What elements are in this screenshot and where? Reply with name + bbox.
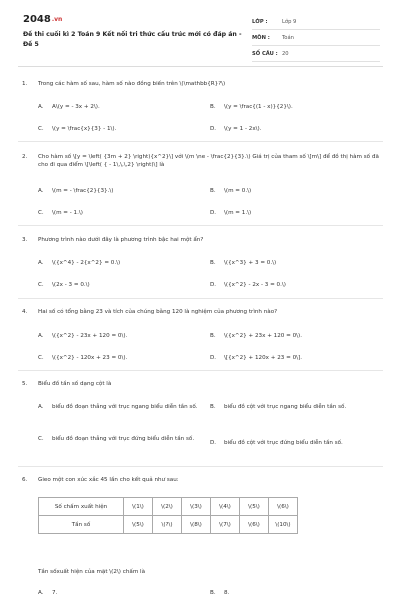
option-b[interactable] [210, 332, 380, 340]
option-text: \({x^2} - 23x + 120 = 0\). [52, 333, 128, 339]
question-number: 5. [22, 381, 28, 387]
option-letter: B. [210, 188, 216, 194]
option-c[interactable] [38, 209, 208, 217]
option-letter: D. [210, 440, 217, 446]
option-text: \(y = \frac{(1 - x)}{2}\). [224, 104, 293, 110]
option-text: biểu đồ cột với trục ngang biểu diễn tần số. [224, 404, 347, 410]
table-cell: \(5\) [124, 516, 153, 534]
question-1 [22, 80, 384, 88]
exam-header [0, 0, 400, 60]
option-text: \(m = 1.\) [224, 210, 252, 216]
option-text: \(m = 0.\) [224, 188, 252, 194]
option-text: \({x^2} - 120x + 23 = 0\). [52, 355, 128, 361]
table-row [39, 498, 298, 516]
option-text: \({x^2} + 23x + 120 = 0\). [224, 333, 302, 339]
option-d[interactable] [210, 281, 380, 289]
question-4 [22, 308, 384, 316]
question-5 [22, 380, 384, 388]
question-text: Phương trình nào dưới đây là phương trình bậc hai một ẩn? [38, 237, 204, 243]
option-d[interactable] [210, 439, 382, 447]
option-c[interactable] [38, 435, 198, 443]
option-letter: D. [210, 126, 217, 132]
question-divider [18, 141, 383, 142]
option-letter: B. [210, 333, 216, 339]
option-text: biểu đồ cột với trục đứng biểu diễn tần số. [224, 440, 343, 446]
meta-subject-value: Toán [282, 34, 294, 41]
question-text: Tần sốxuất hiện của mặt \(2\) chấm là [38, 569, 146, 575]
question-text: Hai số có tổng bằng 23 và tích của chúng bằng 120 là nghiệm của phương trình nào? [38, 309, 278, 315]
frequency-table [38, 497, 298, 534]
question-text: Biểu đồ tần số dạng cột là [38, 381, 112, 387]
table-header-cell: Số chấm xuất hiện [39, 498, 124, 516]
option-b[interactable] [210, 403, 370, 411]
meta-count-row [252, 46, 380, 62]
meta-subject-label: MÔN : [252, 34, 270, 41]
meta-count-value: 20 [282, 50, 289, 57]
option-letter: A. [38, 590, 44, 596]
option-text: \(2x - 3 = 0.\) [52, 282, 90, 288]
option-c[interactable] [38, 125, 208, 133]
option-letter: C. [38, 282, 44, 288]
question-divider [18, 466, 383, 467]
option-text: \(y = \frac{x}{3} - 1\). [52, 126, 117, 132]
meta-class-value: Lớp 9 [282, 18, 297, 25]
meta-class-row [252, 14, 380, 30]
option-letter: A. [38, 404, 44, 410]
option-text: \[{x^2} + 120x + 23 = 0\]. [224, 355, 302, 361]
question-6-followup [22, 568, 384, 576]
option-a[interactable] [38, 403, 198, 411]
option-c[interactable] [38, 281, 208, 289]
option-d[interactable] [210, 209, 380, 217]
option-text: 8. [224, 590, 230, 596]
question-divider [18, 225, 383, 226]
option-letter: C. [38, 210, 44, 216]
option-letter: C. [38, 126, 44, 132]
option-text: \({x^3} + 3 = 0.\) [224, 260, 277, 266]
question-number: 1. [22, 81, 28, 87]
option-letter: B. [210, 260, 216, 266]
option-text: A\(y = - 3x + 2\). [52, 104, 100, 110]
option-letter: B. [210, 404, 216, 410]
option-letter: A. [38, 260, 44, 266]
question-number: 3. [22, 237, 28, 243]
question-text: Trong các hàm số sau, hàm số nào đồng biến trên \(\mathbb{R}?\) [38, 81, 226, 87]
table-cell: \(1\) [124, 498, 153, 516]
option-d[interactable] [210, 354, 380, 362]
option-text: \(y = 1 - 2x\). [224, 126, 262, 132]
question-number: 4. [22, 309, 28, 315]
option-text: biểu đồ đoạn thẳng với trục ngang biểu diễn tần số. [52, 404, 198, 410]
table-cell: \(6\) [240, 516, 269, 534]
option-letter: B. [210, 590, 216, 596]
option-letter: D. [210, 210, 217, 216]
option-text: biểu đồ đoạn thẳng với trục đứng biểu diễn tần số. [52, 436, 195, 442]
option-letter: A. [38, 333, 44, 339]
option-b[interactable] [210, 103, 380, 111]
option-letter: A. [38, 104, 44, 110]
option-b[interactable] [210, 259, 380, 267]
table-cell: \(4\) [211, 498, 240, 516]
exam-title: Đề thi cuối kì 2 Toán 9 Kết nối tri thức cấu trúc mới có đáp án - Đề 5 [23, 31, 242, 48]
option-letter: D. [210, 282, 217, 288]
table-cell: \(3\) [182, 498, 211, 516]
logo-text: 2048 [23, 14, 51, 25]
exam-meta [252, 14, 380, 62]
option-a[interactable] [38, 103, 208, 111]
question-2 [22, 153, 384, 169]
table-row [39, 516, 298, 534]
option-letter: D. [210, 355, 217, 361]
table-cell: \(5\) [240, 498, 269, 516]
table-cell: \(2\) [153, 498, 182, 516]
question-divider [18, 298, 383, 299]
option-letter: C. [38, 355, 44, 361]
logo-tld: .vn [51, 16, 63, 23]
meta-count-label: SỐ CÂU : [252, 50, 278, 57]
table-header-cell: Tần số [39, 516, 124, 534]
table-cell: \(7\) [211, 516, 240, 534]
meta-class-label: LỚP : [252, 18, 268, 25]
option-d[interactable] [210, 125, 380, 133]
option-a[interactable] [38, 589, 208, 597]
option-text: \({x^2} - 2x - 3 = 0.\) [224, 282, 286, 288]
table-cell: \(8\) [182, 516, 211, 534]
question-number: 6. [22, 477, 28, 483]
question-text: Cho hàm số \[y = \left( {3m + 2} \right){x^2}\] với \(m \ne - \frac{2}{3}.\) Giá trị của tham số \[m\] để đồ thị hàm số đã cho đi qua điểm \[\left( { - 1\,\,\,2} \right)\] là [38, 154, 379, 168]
option-letter: A. [38, 188, 44, 194]
question-6 [22, 476, 384, 484]
question-number: 2. [22, 154, 28, 160]
option-b[interactable] [210, 589, 380, 597]
header-divider [18, 66, 383, 67]
question-text: Gieo một con xúc xắc 45 lần cho kết quả như sau: [38, 477, 179, 483]
option-a[interactable] [38, 259, 208, 267]
table-cell: \(?\) [153, 516, 182, 534]
question-3 [22, 236, 384, 244]
option-c[interactable] [38, 354, 208, 362]
option-a[interactable] [38, 332, 208, 340]
site-logo[interactable] [23, 14, 62, 25]
option-text: \(m = - 1.\) [52, 210, 83, 216]
question-divider [18, 370, 383, 371]
option-a[interactable] [38, 187, 208, 195]
option-text: \(m = - \frac{2}{3}.\) [52, 188, 114, 194]
option-letter: C. [38, 436, 44, 442]
table-cell: \(6\) [269, 498, 298, 516]
meta-subject-row [252, 30, 380, 46]
option-text: \({x^4} - 2{x^2} = 0.\) [52, 260, 121, 266]
option-b[interactable] [210, 187, 380, 195]
table-cell: \(10\) [269, 516, 298, 534]
option-letter: B. [210, 104, 216, 110]
option-text: 7. [52, 590, 58, 596]
